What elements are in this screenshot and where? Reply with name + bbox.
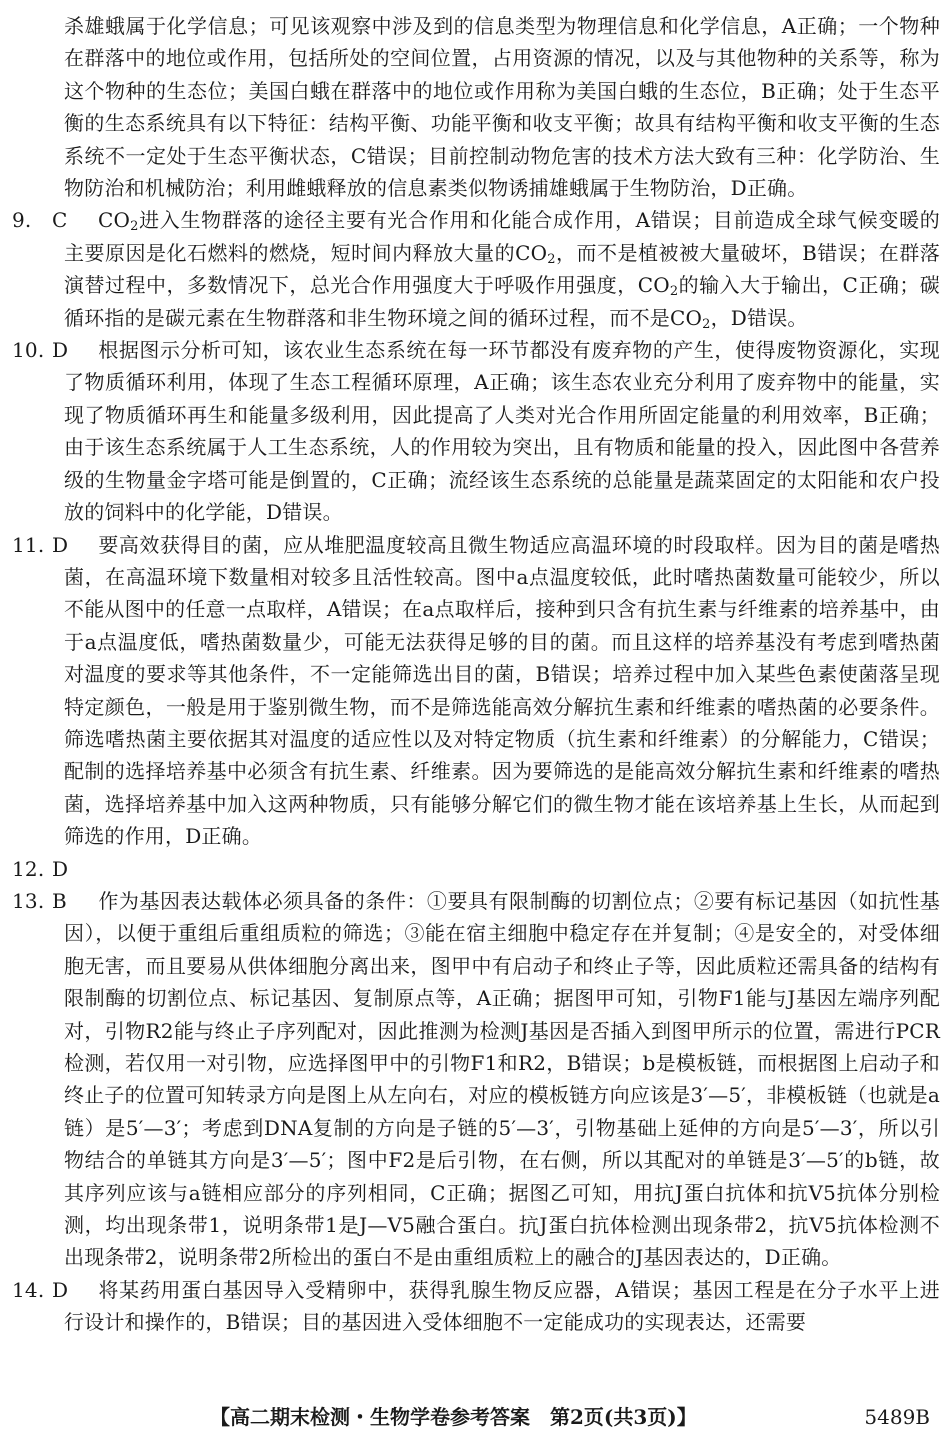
item-answer: D [52,856,69,881]
subscript-2: 2 [547,251,556,267]
answer-item-9 [12,204,940,334]
item-answer: D [52,1277,69,1302]
item-number: 12. [12,856,45,881]
page-footer [0,1400,950,1434]
subscript-2: 2 [669,284,679,300]
item-answer: C [52,208,68,233]
intro-paragraph [12,10,940,204]
item-text-part: ，而不是植被被大量破坏，B错误；在群落演替过程中，多数情况下，总光合作用强度大于呼吸作用强度，CO [64,240,941,298]
item-number: 14. [12,1277,45,1302]
item-explanation: 将某药用蛋白基因导入受精卵中，获得乳腺生物反应器，A错误；基因工程是在分子水平上进行设计和操作的，B错误；目的基因进入受体细胞不一定能成功的实现表达，还需要 [64,1277,940,1335]
answer-item-13 [12,885,940,1274]
item-number: 13. [12,888,45,913]
item-number: 9. [12,208,32,233]
footer-title: 【高二期末检测・生物学卷参考答案 第2页(共3页)】 [210,1405,697,1429]
item-answer: D [52,338,69,363]
item-text-part: ，D错误。 [710,305,808,330]
item-explanation: 根据图示分析可知，该农业生态系统在每一环节都没有废弃物的产生，使得废物资源化，实现了物质循环利用，体现了生态工程循环原理，A正确；该生态农业充分利用了废弃物中的能量，实现了物质循环再生和能量多级利用，因此提高了人类对光合作用所固定能量的利用效率，B正确；由于该生态系统属于人工生态系统，人的作用较为突出，且有物质和能量的投入，因此图中各营养级的生物量金字塔可能是倒置的，C正确；流经该生态系统的总能量是蔬菜固定的太阳能和农户投放的饲料中的化学能，D错误。 [64,338,940,525]
item-number: 10. [12,338,45,363]
answer-item-11 [12,529,940,853]
item-explanation: 作为基因表达载体必须具备的条件：①要具有限制酶的切割位点；②要有标记基因（如抗性基因），以便于重组后重组质粒的筛选；③能在宿主细胞中稳定存在并复制；④是安全的，对受体细胞无害，而且要易从供体细胞分离出来，图甲中有启动子和终止子等，因此质粒还需具备的结构有限制酶的切割位点、标记基因、复制原点等，A正确；据图甲可知，引物F1能与J基因左端序列配对，引物R2能与终止子序列配对，因此推测为检测J基因是否插入到图甲所示的位置，需进行PCR检测，若仅用一对引物，应选择图甲中的引物F1和R2，B错误；b是模板链，而根据图上启动子和终止子的位置可知转录方向是图上从左向右，对应的模板链方向应该是3′—5′，非模板链（也就是a链）是5′—3′；考虑到DNA复制的方向是子链的5′—3′，引物基础上延伸的方向是5′—3′，所以引物结合的单链其方向是3′—5′；图中F2是后引物，在右侧，所以其配对的单链是3′—5′的b链，故其序列应该与a链相应部分的序列相同，C正确；据图乙可知，用抗J蛋白抗体和抗V5抗体分别检测，均出现条带1，说明条带1是J—V5融合蛋白。抗J蛋白抗体检测出现条带2，抗V5抗体检测不出现条带2，说明条带2所检出的蛋白不是由重组质粒上的融合的J基因表达的，D正确。 [64,888,940,1270]
item-answer: D [52,532,69,557]
subscript-2: 2 [130,219,139,235]
answer-content [12,10,940,1339]
answer-item-14 [12,1274,940,1339]
item-answer: B [52,888,67,913]
item-text-part: CO [98,208,131,233]
item-text-part: 进入生物群落的途径主要有光合作用和化能合成作用，A错误；目前造成全球气候变暖的主要原因是化石燃料的燃烧，短时间内释放大量的CO [64,208,940,265]
item-text-part: 的输入大于输出，C正确；碳循环指的是碳元素在生物群落和非生物环境之间的循环过程，而不是CO [64,273,941,330]
intro-text: 杀雄蛾属于化学信息；可见该观察中涉及到的信息类型为物理信息和化学信息，A正确；一个物种在群落中的地位或作用，包括所处的空间位置，占用资源的情况，以及与其他物种的关系等，称为这个物种的生态位；美国白蛾在群落中的地位或作用称为美国白蛾的生态位，B正确；处于生态平衡的生态系统具有以下特征：结构平衡、功能平衡和收支平衡；故具有结构平衡和收支平衡的生态系统不一定处于生态平衡状态，C错误；目前控制动物危害的技术方法大致有三种：化学防治、生物防治和机械防治；利用雌蛾释放的信息素类似物诱捕雄蛾属于生物防治，D正确。 [64,14,940,201]
answer-item-10 [12,334,940,528]
item-number: 11. [12,532,45,557]
item-explanation: 要高效获得目的菌，应从堆肥温度较高且微生物适应高温环境的时段取样。因为目的菌是嗜热菌，在高温环境下数量相对较多且活性较高。图中a点温度较低，此时嗜热菌数量可能较少，所以不能从图中的任意一点取样，A错误；在a点取样后，接种到只含有抗生素与纤维素的培养基中，由于a点温度低，嗜热菌数量少，可能无法获得足够的目的菌。而且这样的培养基没有考虑到嗜热菌对温度的要求等其他条件，不一定能筛选出目的菌，B错误；培养过程中加入某些色素使菌落呈现特定颜色，一般是用于鉴别微生物，而不是筛选能高效分解抗生素和纤维素的嗜热菌的必要条件。筛选嗜热菌主要依据其对温度的适应性以及对特定物质（抗生素和纤维素）的分解能力，C错误；配制的选择培养基中必须含有抗生素、纤维素。因为要筛选的是能高效分解抗生素和纤维素的嗜热菌，选择培养基中加入这两种物质，只有能够分解它们的微生物才能在该培养基上生长，从而起到筛选的作用，D正确。 [64,532,940,849]
footer-code: 5489B [864,1405,930,1429]
answer-item-12 [12,853,940,885]
subscript-2: 2 [702,316,711,332]
